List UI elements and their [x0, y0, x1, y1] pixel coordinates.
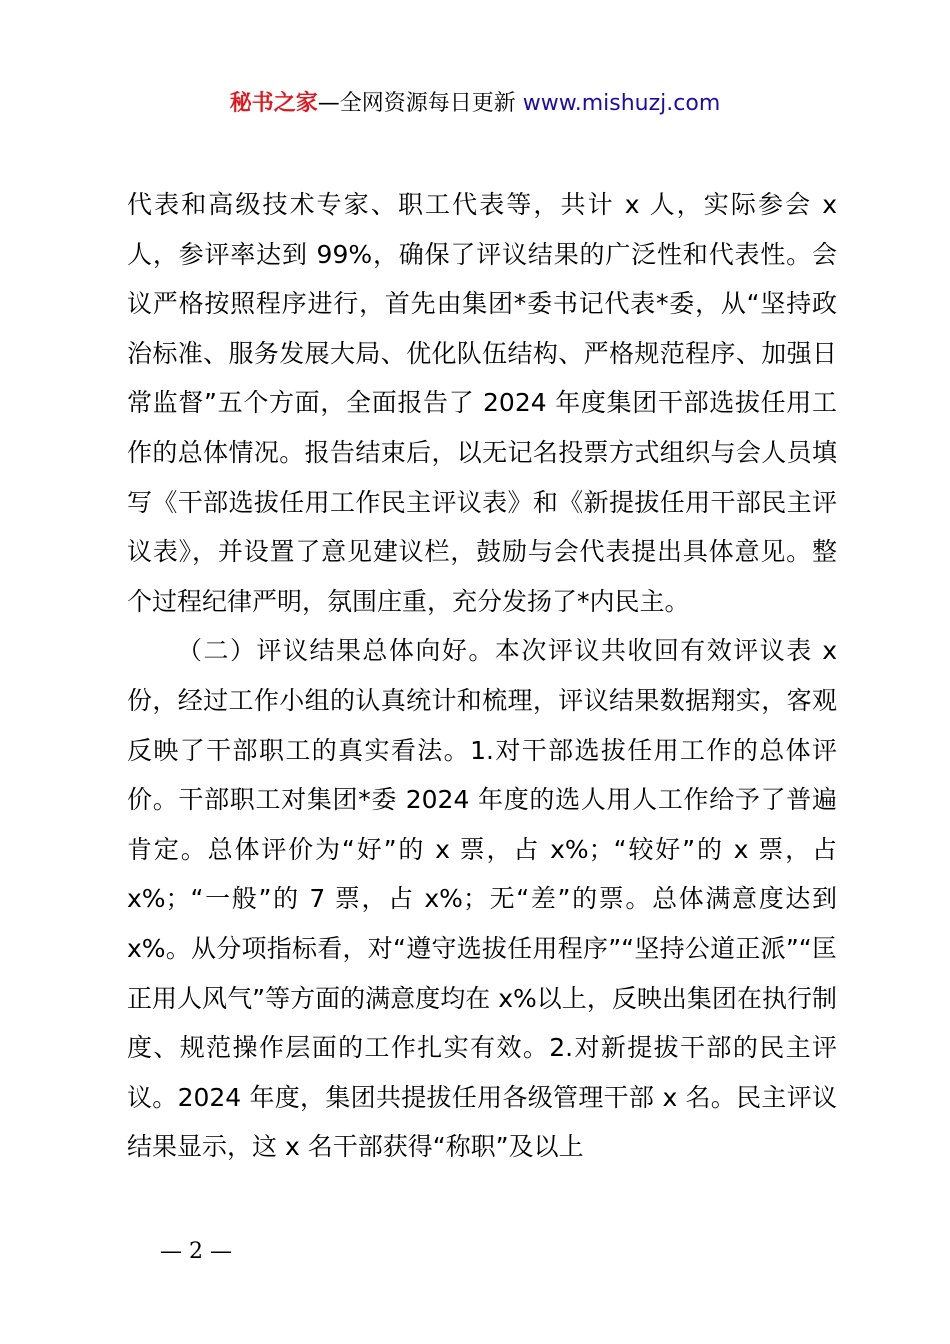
brand-name: 秘书之家 — [229, 91, 318, 116]
page-number: — 2 — — [160, 1239, 232, 1264]
paragraph-1: 代表和高级技术专家、职工代表等，共计 x 人，实际参会 x 人，参评率达到 99%，确保了评议结果的广泛性和代表性。会议严格按照程序进行，首先由集团*委书记代表*委，从“坚持政治标准、服务发展大局、优化队伍结构、严格规范程序、加强日常监督”五个方面，全面报告了 2024 年度集团干部选拔任用工作的总体情况。报告结束后，以无记名投票方式组织与会人员填写《干部选拔任用工作民主评议表》和《新提拔任用干部民主评议表》，并设置了意见建议栏，鼓励与会代表提出具体意见。整个过程纪律严明，氛围庄重，充分发扬了*内民主。 — [127, 190, 837, 616]
site-banner — [0, 88, 950, 120]
site-url-link[interactable]: www.mishuzj.com — [522, 91, 721, 116]
paragraph-2: （二）评议结果总体向好。本次评议共收回有效评议表 x 份，经过工作小组的认真统计和梳理，评议结果数据翔实，客观反映了干部职工的真实看法。1.对干部选拔任用工作的总体评价。干部职工对集团*委 2024 年度的选人用人工作给予了普遍肯定。总体评价为“好”的 x 票，占 x%；“较好”的 x 票，占 x%；“一般”的 7 票，占 x%；无“差”的票。总体满意度达到 x%。从分项指标看，对“遵守选拔任用程序”“坚持公道正派”“匡正用人风气”等方面的满意度均在 x%以上，反映出集团在执行制度、规范操作层面的工作扎实有效。2.对新提拔干部的民主评议。2024 年度，集团共提拔任用各级管理干部 x 名。民主评议结果显示，这 x 名干部获得“称职”及以上 — [127, 636, 837, 1162]
banner-tagline: —全网资源每日更新 — [317, 91, 523, 116]
document-body — [127, 180, 837, 1172]
